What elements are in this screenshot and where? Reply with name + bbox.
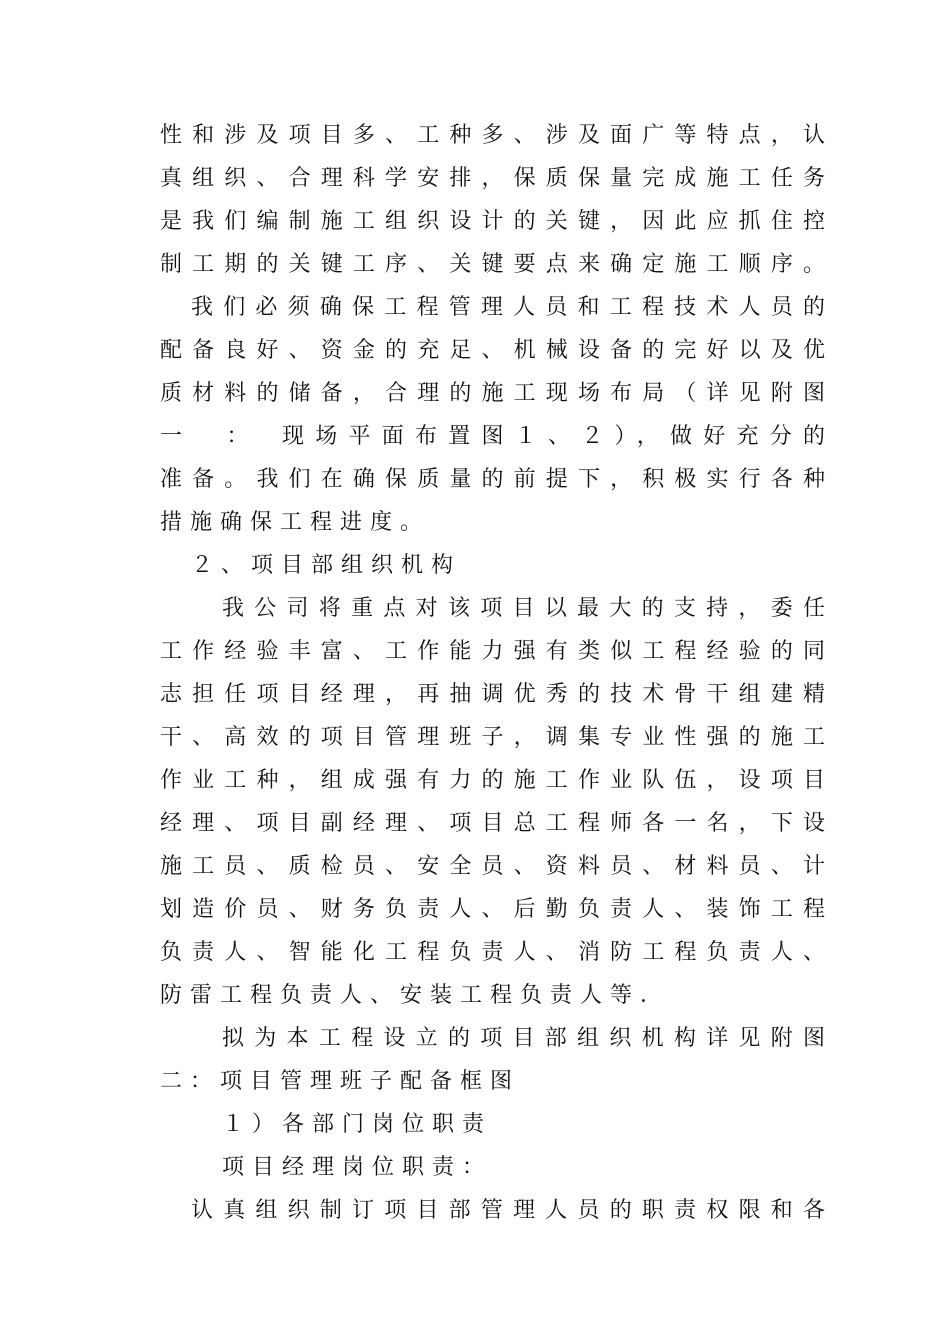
text-line: 真组织、合理科学安排，保质保量完成施工任务 (160, 166, 825, 191)
text-line: 配备良好、资金的充足、机械设备的完好以及优 (160, 338, 825, 363)
section-heading: ２、项目部组织机构 (191, 553, 462, 578)
subsection-heading: １）各部门岗位职责 (222, 1112, 493, 1137)
text-line: 志担任项目经理，再抽调优秀的技术骨干组建精 (160, 682, 825, 707)
text-line: 工作经验丰富、工作能力强有类似工程经验的同 (160, 639, 825, 664)
text-line: 防雷工程负责人、安装工程负责人等． (160, 983, 671, 1008)
text-line: 经理、项目副经理、项目总工程师各一名，下设 (160, 811, 825, 836)
text-line: 是我们编制施工组织设计的关键，因此应抓住控 (160, 209, 825, 234)
text-line: 二：项目管理班子配备框图 (160, 1069, 521, 1094)
text-line: 质材料的储备，合理的施工现场布局（详见附图 (160, 381, 825, 406)
text-line: 制工期的关键工序、关键要点来确定施工顺序。 (160, 252, 825, 277)
text-line: 准备。我们在确保质量的前提下，积极实行各种 (160, 467, 825, 492)
text-line: 拟为本工程设立的项目部组织机构详见附图 (222, 1026, 825, 1051)
text-line: 施工员、质检员、安全员、资料员、材料员、计 (160, 854, 825, 879)
text-line: 一 ： 现场平面布置图１、２），做好充分的 (160, 424, 825, 449)
text-line: 我们必须确保工程管理人员和工程技术人员的 (191, 295, 825, 320)
text-line: 性和涉及项目多、工种多、涉及面广等特点，认 (160, 123, 825, 148)
text-line: 措施确保工程进度。 (160, 510, 431, 535)
text-line: 负责人、智能化工程负责人、消防工程负责人、 (160, 940, 825, 965)
text-line: 我公司将重点对该项目以最大的支持，委任 (222, 596, 825, 621)
subsection-heading: 项目经理岗位职责： (222, 1155, 493, 1180)
text-line: 认真组织制订项目部管理人员的职责权限和各 (191, 1198, 825, 1223)
text-line: 划造价员、财务负责人、后勤负责人、装饰工程 (160, 897, 825, 922)
text-line: 作业工种，组成强有力的施工作业队伍，设项目 (160, 768, 825, 793)
text-line: 干、高效的项目管理班子，调集专业性强的施工 (160, 725, 825, 750)
